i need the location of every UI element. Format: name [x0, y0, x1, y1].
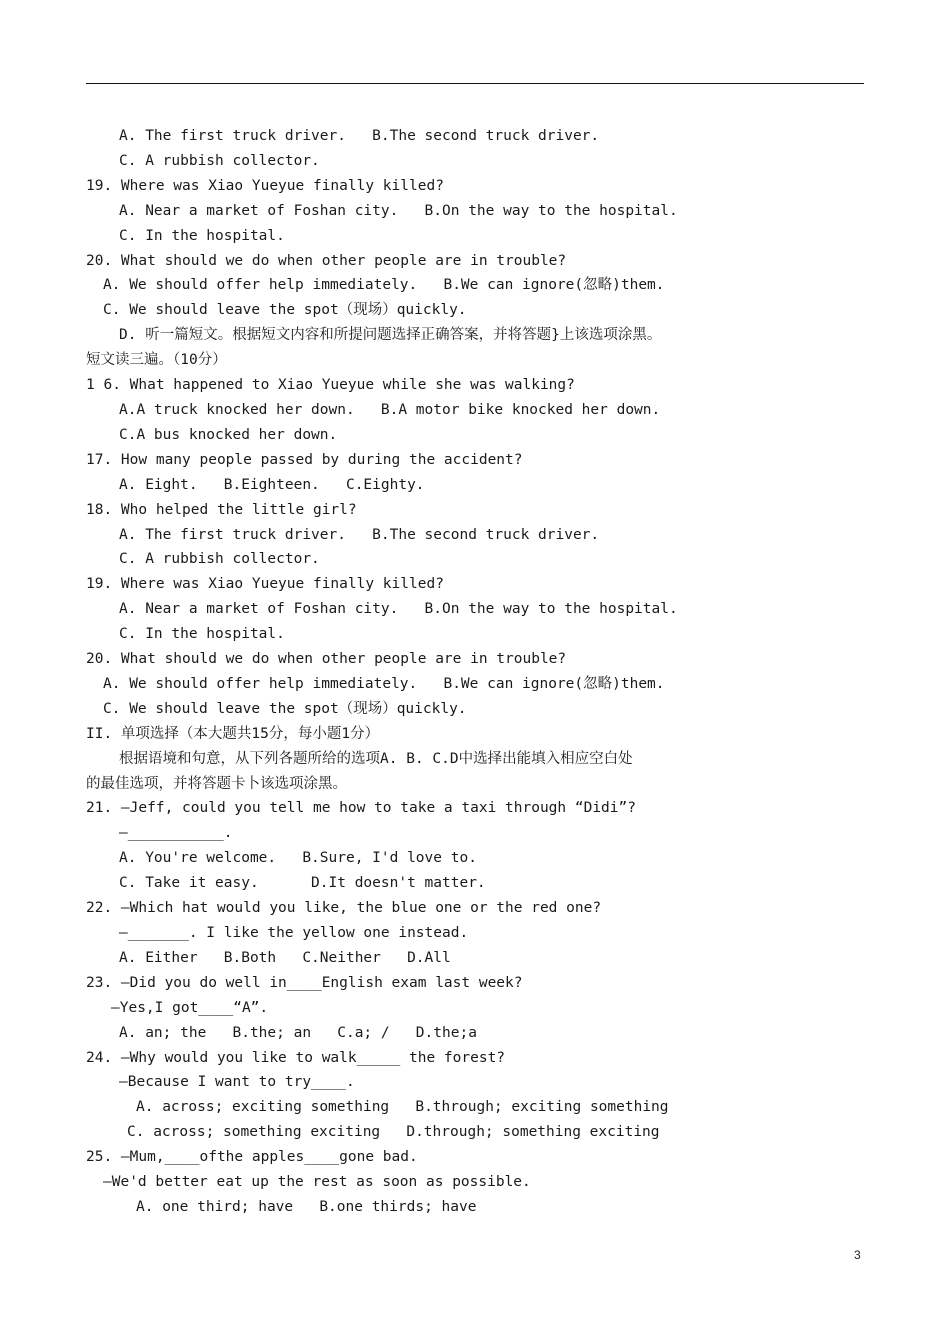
text-line: C. In the hospital.: [119, 227, 285, 244]
text-line: A. across; exciting something B.through; exciting something: [136, 1099, 669, 1116]
header-rule: [86, 83, 864, 84]
text-line: C. A rubbish collector.: [119, 551, 320, 568]
document-body: [0, 124, 950, 1220]
text-line: A. Either B.Both C.Neither D.All: [119, 949, 451, 966]
text-line: —We'd better eat up the rest as soon as possible.: [103, 1174, 531, 1191]
text-line: C. across; something exciting D.through; something exciting: [127, 1124, 660, 1141]
text-line: A. Near a market of Foshan city. B.On the way to the hospital.: [119, 601, 678, 618]
text-line: 23. —Did you do well in____English exam last week?: [86, 974, 523, 991]
text-line: —___________.: [119, 825, 233, 842]
text-line: C. We should leave the spot（现场）quickly.: [103, 302, 467, 319]
text-line: 22. —Which hat would you like, the blue one or the red one?: [86, 900, 602, 917]
text-line: A. The first truck driver. B.The second truck driver.: [119, 128, 600, 144]
text-line: A. Eight. B.Eighteen. C.Eighty.: [119, 476, 425, 493]
text-line: 21. —Jeff, could you tell me how to take a taxi through “Didi”?: [86, 800, 636, 817]
text-line: 的最佳选项，并将答题卡卜该选项涂黑。: [86, 775, 347, 792]
text-line: 根据语境和句意，从下列各题所给的选项A. B. C.D中选择出能填入相应空白处: [119, 750, 633, 767]
text-line: A. You're welcome. B.Sure, I'd love to.: [119, 850, 477, 867]
section-heading: II. 单项选择（本大题共15分，每小题1分）: [86, 725, 380, 742]
text-line: 19. Where was Xiao Yueyue finally killed?: [86, 576, 444, 593]
text-line: 18. Who helped the little girl?: [86, 501, 357, 518]
text-line: —Because I want to try____.: [119, 1074, 355, 1091]
text-line: A. We should offer help immediately. B.We can ignore(忽略)them.: [103, 675, 665, 692]
text-line: C. We should leave the spot（现场）quickly.: [103, 700, 467, 717]
text-line: 25. —Mum,____ofthe apples____gone bad.: [86, 1149, 418, 1166]
text-line: —Yes,I got____“A”.: [111, 999, 269, 1016]
page-number: 3: [854, 1248, 861, 1262]
text-line: A. We should offer help immediately. B.We can ignore(忽略)them.: [103, 277, 665, 294]
text-line: 19. Where was Xiao Yueyue finally killed?: [86, 177, 444, 194]
text-line: 20. What should we do when other people are in trouble?: [86, 252, 567, 269]
text-line: A. an; the B.the; an C.a; / D.the;a: [119, 1024, 477, 1041]
text-line: C. A rubbish collector.: [119, 152, 320, 169]
text-line: A.A truck knocked her down. B.A motor bike knocked her down.: [119, 401, 661, 418]
text-line: D. 听一篇短文。根据短文内容和所提问题选择正确答案，并将答题}上该选项涂黑。: [119, 327, 662, 344]
text-line: C. Take it easy. D.It doesn't matter.: [119, 875, 486, 892]
text-line: A. The first truck driver. B.The second truck driver.: [119, 526, 600, 543]
text-line: C. In the hospital.: [119, 626, 285, 643]
text-line: 24. —Why would you like to walk_____ the forest?: [86, 1049, 506, 1066]
text-line: A. Near a market of Foshan city. B.On the way to the hospital.: [119, 202, 678, 219]
text-line: 短文读三遍。（10分）: [86, 352, 227, 369]
text-line: 20. What should we do when other people are in trouble?: [86, 651, 567, 668]
text-line: 1 6. What happened to Xiao Yueyue while she was walking?: [86, 377, 575, 394]
text-line: 17. How many people passed by during the accident?: [86, 451, 523, 468]
text-line: A. one third; have B.one thirds; have: [136, 1198, 477, 1215]
text-line: —_______. I like the yellow one instead.: [119, 925, 469, 941]
text-line: C.A bus knocked her down.: [119, 426, 338, 443]
